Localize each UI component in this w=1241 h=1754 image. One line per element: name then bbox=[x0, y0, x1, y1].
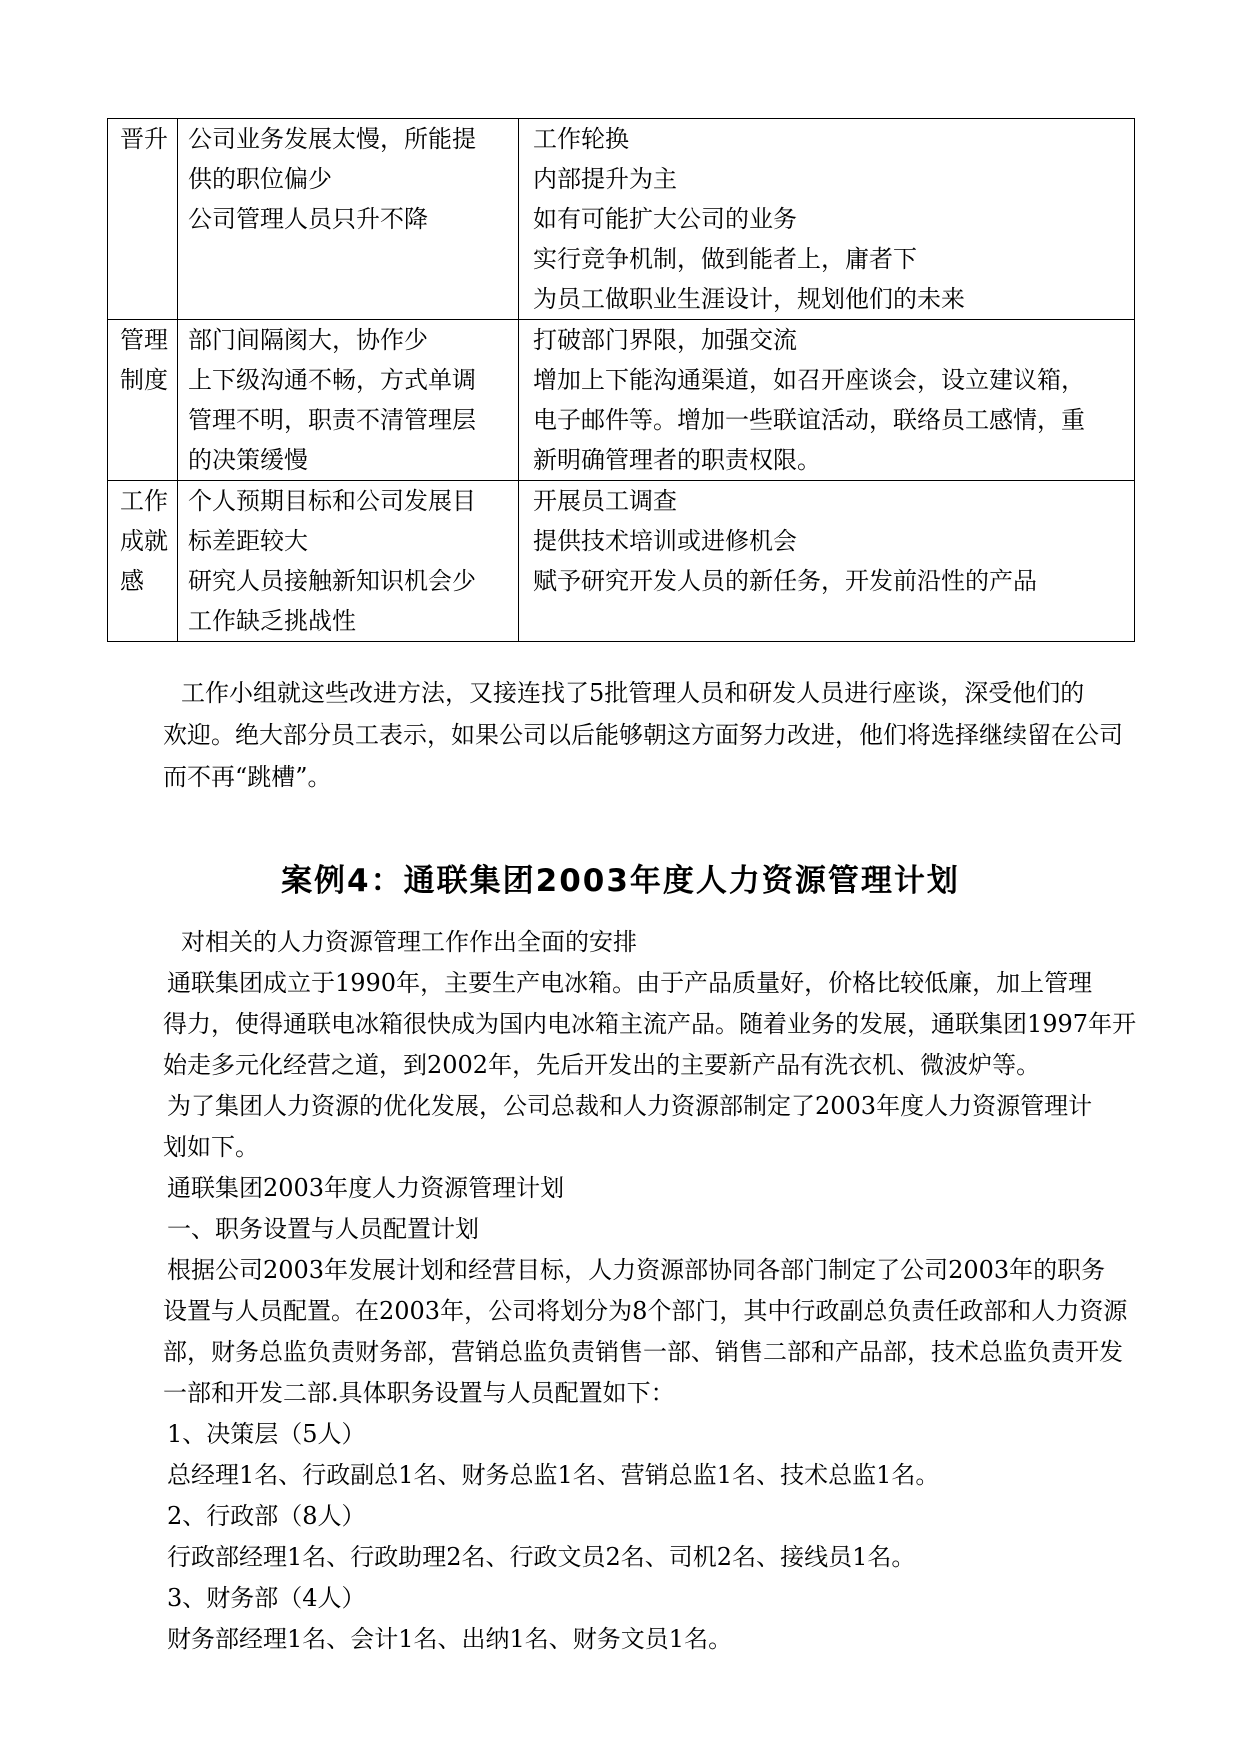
paragraph-line: 得力，使得通联电冰箱很快成为国内电冰箱主流产品。随着业务的发展，通联集团1997年开 bbox=[163, 1010, 1137, 1038]
issues-table bbox=[107, 118, 1135, 642]
problem-line: 上下级沟通不畅，方式单调 bbox=[188, 366, 476, 394]
section-heading: 一、职务设置与人员配置计划 bbox=[167, 1215, 479, 1243]
paragraph-line: 为了集团人力资源的优化发展，公司总裁和人力资源部制定了2003年度人力资源管理计 bbox=[167, 1092, 1093, 1120]
category-cell bbox=[108, 320, 178, 481]
solution-line: 新明确管理者的职责权限。 bbox=[533, 446, 821, 474]
solution-line: 增加上下能沟通渠道，如召开座谈会，设立建议箱， bbox=[533, 366, 1085, 394]
problem-line: 公司管理人员只升不降 bbox=[188, 205, 428, 233]
problem-cell bbox=[178, 320, 519, 481]
list-item-title: 2、行政部（8人） bbox=[167, 1502, 366, 1530]
solution-line: 电子邮件等。增加一些联谊活动，联络员工感情，重 bbox=[533, 406, 1085, 434]
problem-line: 管理不明，职责不清管理层 bbox=[188, 406, 476, 434]
list-item-title: 3、财务部（4人） bbox=[167, 1584, 366, 1612]
solution-line: 赋予研究开发人员的新任务，开发前沿性的产品 bbox=[533, 567, 1037, 595]
paragraph-line: 设置与人员配置。在2003年，公司将划分为8个部门，其中行政副总负责任政部和人力资源 bbox=[163, 1297, 1128, 1325]
problem-line: 部门间隔阂大，协作少 bbox=[188, 326, 428, 354]
paragraph-line: 一部和开发二部.具体职务设置与人员配置如下： bbox=[163, 1379, 675, 1407]
paragraph-line: 而不再“跳槽”。 bbox=[163, 763, 332, 791]
paragraph-2 bbox=[163, 1086, 1133, 1168]
paragraph-1 bbox=[163, 963, 1137, 1086]
paragraph-line: 工作小组就这些改进方法，又接连找了5批管理人员和研发人员进行座谈，深受他们的 bbox=[181, 679, 1085, 707]
case-body bbox=[163, 922, 1137, 1660]
solution-line: 工作轮换 bbox=[533, 125, 629, 153]
solution-line: 为员工做职业生涯设计，规划他们的未来 bbox=[533, 285, 965, 313]
problem-cell bbox=[178, 481, 519, 642]
paragraph-line: 部，财务总监负责财务部，营销总监负责销售一部、销售二部和产品部，技术总监负责开发 bbox=[163, 1338, 1123, 1366]
solution-line: 内部提升为主 bbox=[533, 165, 677, 193]
list-item-body: 总经理1名、行政副总1名、财务总监1名、营销总监1名、技术总监1名。 bbox=[167, 1461, 940, 1489]
table-row bbox=[108, 320, 1135, 481]
list-item-title: 1、决策层（5人） bbox=[167, 1420, 366, 1448]
solution-line: 开展员工调查 bbox=[533, 487, 677, 515]
solution-cell bbox=[519, 119, 1135, 320]
paragraph-line: 根据公司2003年发展计划和经营目标，人力资源部协同各部门制定了公司2003年的职务 bbox=[167, 1256, 1106, 1284]
solution-cell bbox=[519, 320, 1135, 481]
solution-line: 如有可能扩大公司的业务 bbox=[533, 205, 797, 233]
solution-cell bbox=[519, 481, 1135, 642]
intro-line: 对相关的人力资源管理工作作出全面的安排 bbox=[181, 928, 637, 956]
paragraph-line: 始走多元化经营之道，到2002年，先后开发出的主要新产品有洗衣机、微波炉等。 bbox=[163, 1051, 1041, 1079]
list-item-body: 财务部经理1名、会计1名、出纳1名、财务文员1名。 bbox=[167, 1625, 733, 1653]
category-cell bbox=[108, 481, 178, 642]
category-text: 晋升 bbox=[120, 125, 168, 153]
paragraph-line: 划如下。 bbox=[163, 1133, 259, 1161]
problem-line: 供的职位偏少 bbox=[188, 165, 332, 193]
category-cell bbox=[108, 119, 178, 320]
problem-line: 标差距较大 bbox=[188, 527, 308, 555]
paragraph-3 bbox=[163, 1250, 1133, 1414]
table-row bbox=[108, 481, 1135, 642]
category-text: 工作 bbox=[120, 487, 168, 515]
problem-line: 工作缺乏挑战性 bbox=[188, 607, 356, 635]
solution-line: 实行竞争机制，做到能者上，庸者下 bbox=[533, 245, 917, 273]
summary-paragraph bbox=[163, 672, 1123, 798]
list-item-body: 行政部经理1名、行政助理2名、行政文员2名、司机2名、接线员1名。 bbox=[167, 1543, 916, 1571]
problem-cell bbox=[178, 119, 519, 320]
table-row bbox=[108, 119, 1135, 320]
category-text: 管理 bbox=[120, 326, 168, 354]
category-text: 制度 bbox=[120, 366, 168, 394]
solution-line: 提供技术培训或进修机会 bbox=[533, 527, 797, 555]
category-text: 感 bbox=[120, 567, 144, 595]
problem-line: 的决策缓慢 bbox=[188, 446, 308, 474]
paragraph-line: 通联集团成立于1990年，主要生产电冰箱。由于产品质量好，价格比较低廉，加上管理 bbox=[167, 969, 1093, 997]
case-title: 案例4：通联集团2003年度人力资源管理计划 bbox=[281, 863, 960, 899]
category-text: 成就 bbox=[120, 527, 168, 555]
plan-title: 通联集团2003年度人力资源管理计划 bbox=[167, 1174, 565, 1202]
problem-line: 研究人员接触新知识机会少 bbox=[188, 567, 476, 595]
problem-line: 个人预期目标和公司发展目 bbox=[188, 487, 476, 515]
solution-line: 打破部门界限，加强交流 bbox=[533, 326, 797, 354]
problem-line: 公司业务发展太慢，所能提 bbox=[188, 125, 476, 153]
paragraph-line: 欢迎。绝大部分员工表示，如果公司以后能够朝这方面努力改进，他们将选择继续留在公司 bbox=[163, 721, 1123, 749]
